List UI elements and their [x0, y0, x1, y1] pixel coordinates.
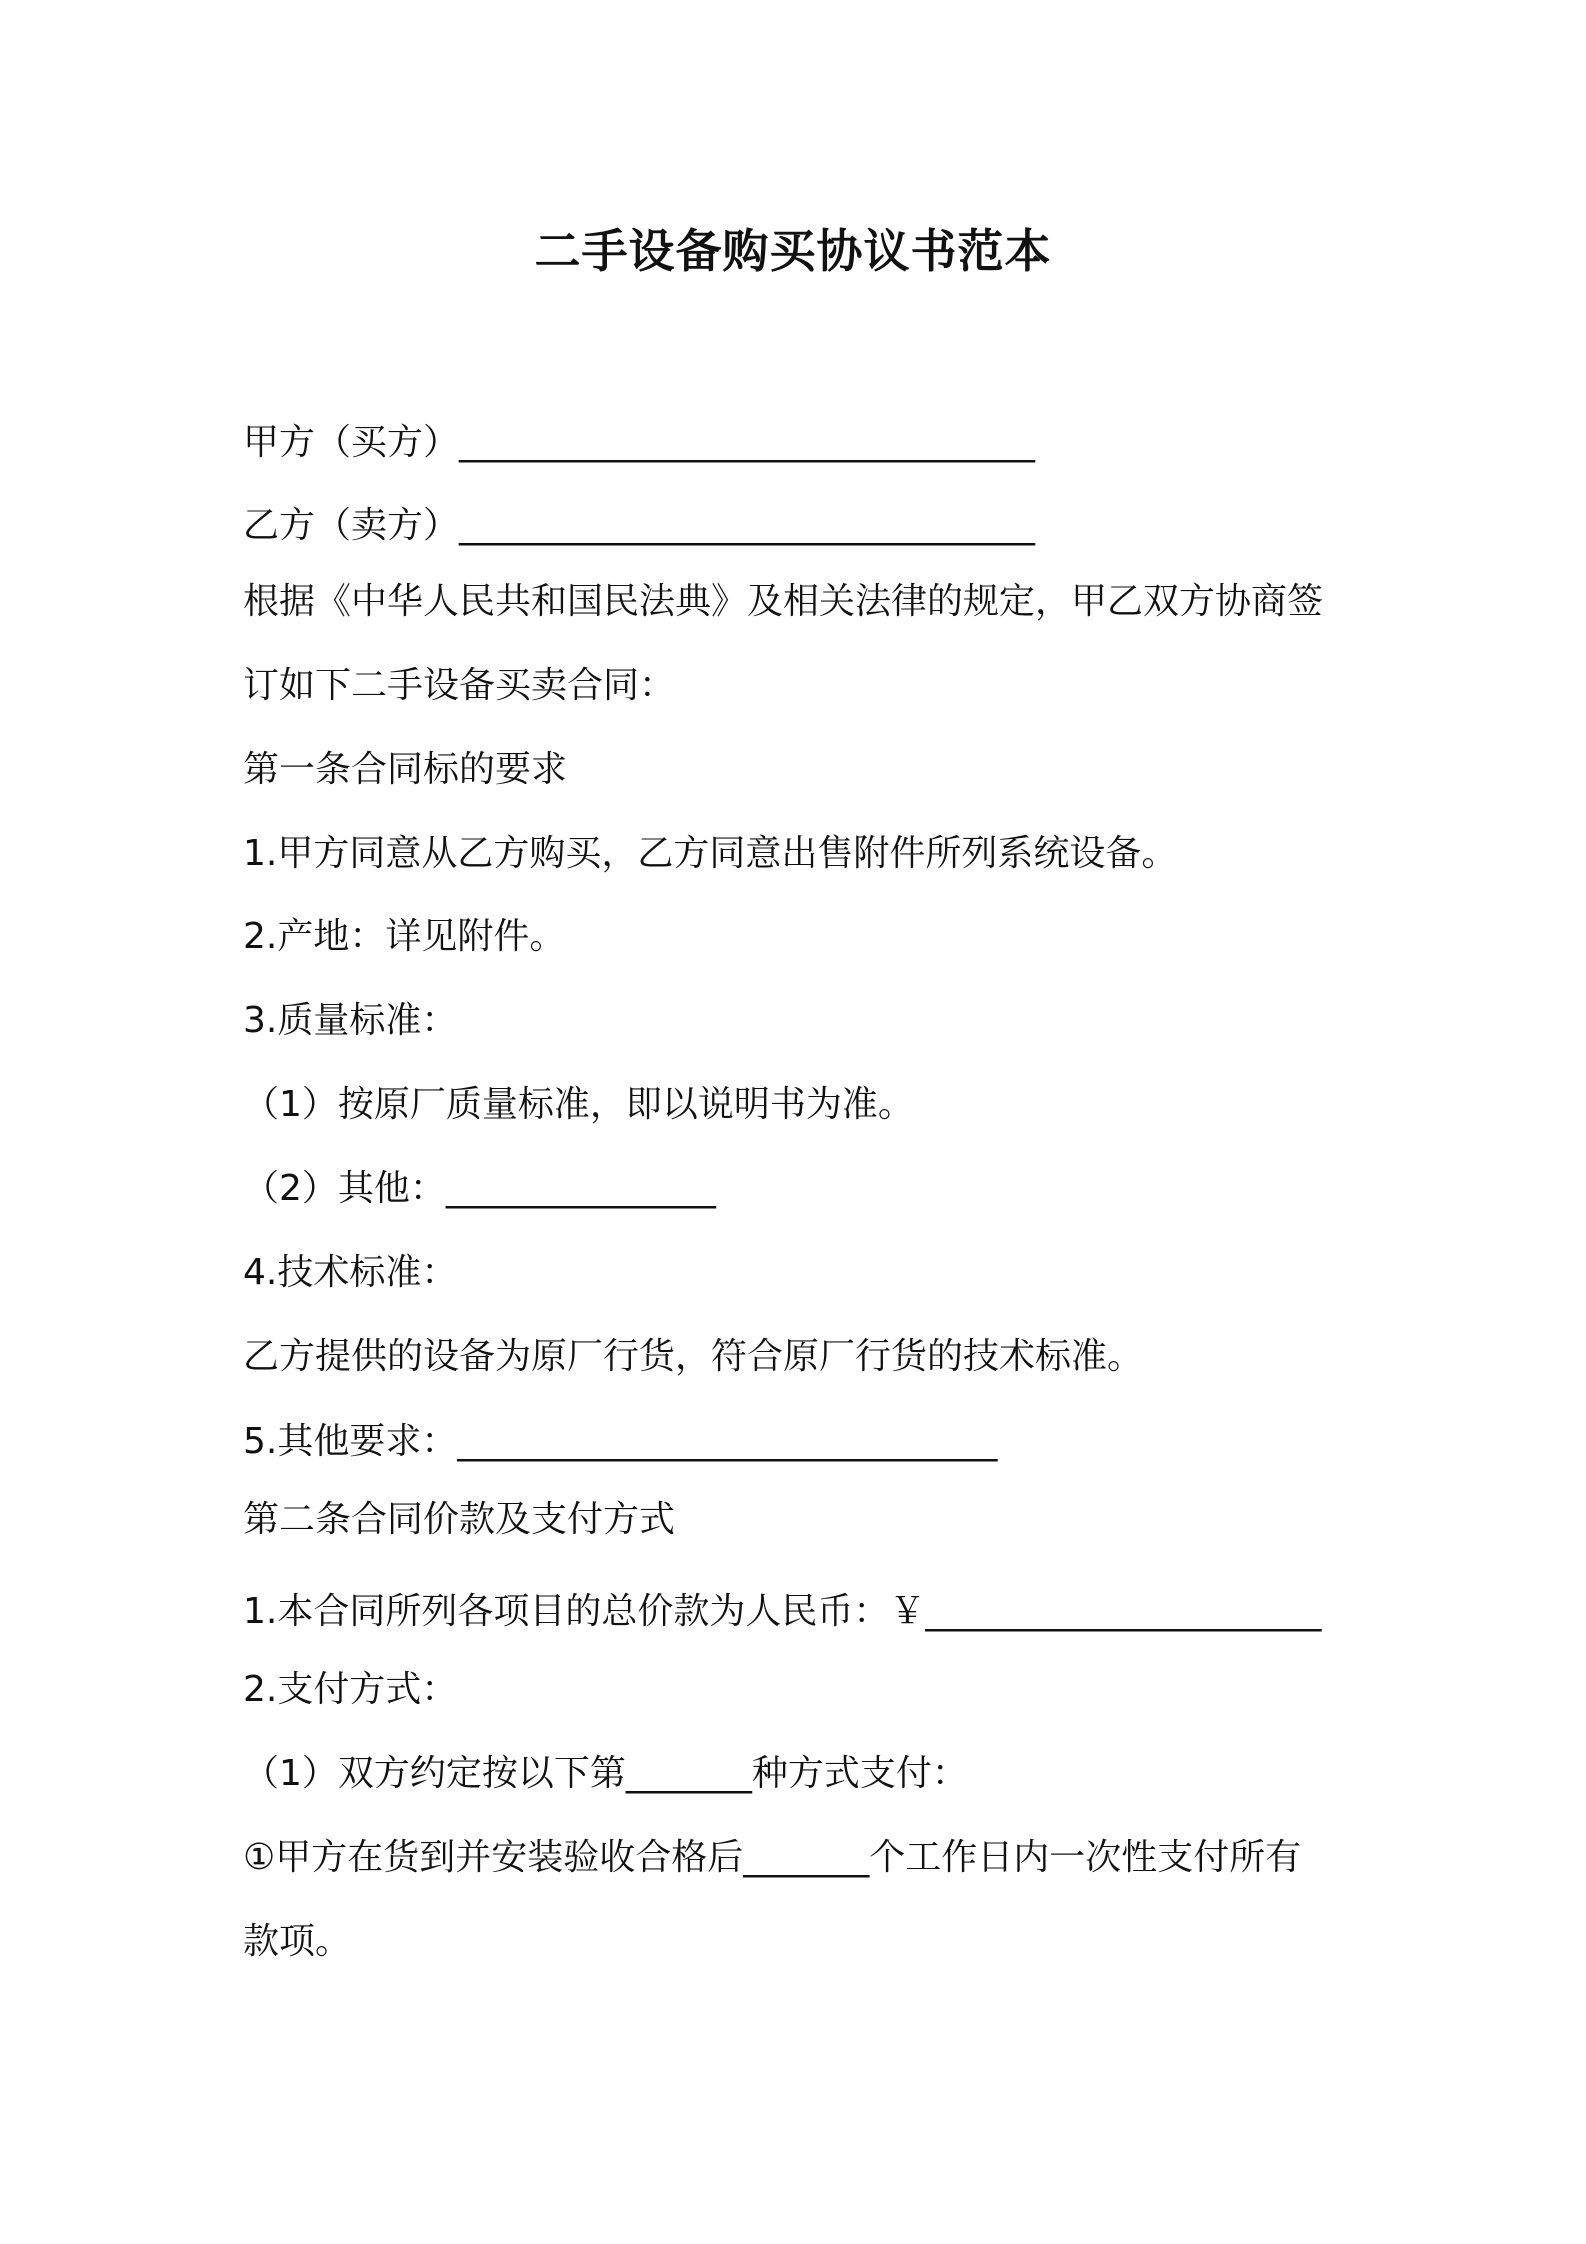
preamble-line-1: 根据《中华人民共和国民法典》及相关法律的规定，甲乙双方协商签 — [243, 581, 1324, 622]
payment-option-1-line-2: 款项。 — [243, 1921, 352, 1962]
technical-standard-text: 乙方提供的设备为原厂行货，符合原厂行货的技术标准。 — [243, 1336, 1144, 1377]
article-1-item-1: 1.甲方同意从乙方购买，乙方同意出售附件所列系统设备。 — [243, 833, 1178, 874]
preamble-line-2: 订如下二手设备买卖合同： — [243, 665, 676, 706]
article-1-item-3: 3.质量标准： — [243, 1000, 458, 1041]
payment-method-1: （1）双方约定按以下第_______种方式支付： — [243, 1753, 968, 1794]
document-title: 二手设备购买协议书范本 — [534, 224, 1052, 278]
article-2-item-1: 1.本合同所列各项目的总价款为人民币：￥______________________ — [243, 1591, 1322, 1632]
party-b-line: 乙方（卖方）________________________________ — [243, 505, 1036, 546]
quality-standard-1: （1）按原厂质量标准，即以说明书为准。 — [243, 1084, 914, 1125]
article-1-item-2: 2.产地：详见附件。 — [243, 916, 566, 957]
article-1-heading: 第一条合同标的要求 — [243, 749, 568, 790]
party-a-line: 甲方（买方）________________________________ — [243, 422, 1036, 463]
quality-standard-2: （2）其他：_______________ — [243, 1168, 716, 1209]
article-2-item-2: 2.支付方式： — [243, 1669, 458, 1710]
payment-option-1-line-1: ①甲方在货到并安装验收合格后_______个工作日内一次性支付所有 — [243, 1837, 1302, 1878]
article-1-item-4: 4.技术标准： — [243, 1252, 458, 1293]
article-1-item-5: 5.其他要求：______________________________ — [243, 1421, 998, 1462]
article-2-heading: 第二条合同价款及支付方式 — [243, 1499, 676, 1540]
